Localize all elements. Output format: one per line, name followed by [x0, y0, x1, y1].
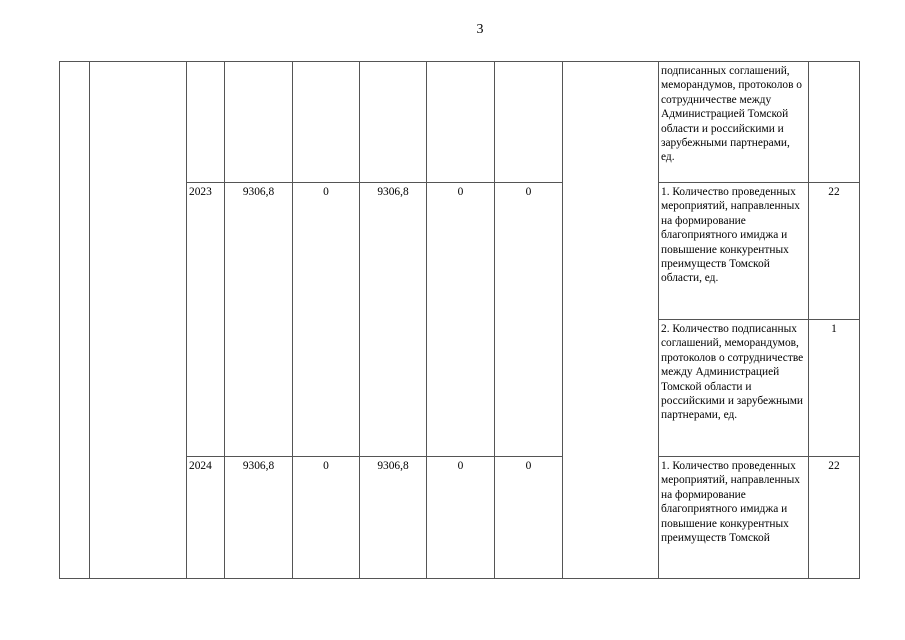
executor-cell	[563, 62, 659, 579]
federal-cell	[293, 62, 360, 183]
extrabudget-cell	[495, 62, 563, 183]
total-cell: 9306,8	[225, 183, 293, 457]
local-cell	[427, 62, 495, 183]
regional-cell	[360, 62, 427, 183]
event-name-cell	[90, 62, 187, 579]
local-cell: 0	[427, 457, 495, 579]
indicator-desc: 1. Количество проведенных мероприятий, направленных на формирование благоприятного имиджа и повышение конкурентных преимуществ Томской	[659, 457, 809, 579]
indicator-desc: 2. Количество подписанных соглашений, меморандумов, протоколов о сотрудничестве между Администрацией Томской области и российскими и зарубежными партнерами, ед.	[659, 320, 809, 457]
federal-cell: 0	[293, 183, 360, 457]
extrabudget-cell: 0	[495, 183, 563, 457]
indicator-desc: 1. Количество проведенных мероприятий, направленных на формирование благоприятного имиджа и повышение конкурентных преимуществ Томской области, ед.	[659, 183, 809, 320]
indicator-value	[809, 62, 860, 183]
page-number: 3	[476, 22, 484, 37]
indicator-desc: подписанных соглашений, меморандумов, протоколов о сотрудничестве между Администрацией Томской области и российскими и зарубежными партнерами, ед.	[659, 62, 809, 183]
indicator-value: 22	[809, 183, 860, 320]
indicator-value: 1	[809, 320, 860, 457]
year-cell	[187, 62, 225, 183]
indicator-value: 22	[809, 457, 860, 579]
regional-cell: 9306,8	[360, 457, 427, 579]
number-cell	[60, 62, 90, 579]
table-row	[60, 62, 860, 183]
total-cell: 9306,8	[225, 457, 293, 579]
total-cell	[225, 62, 293, 183]
budget-table	[59, 61, 860, 579]
federal-cell: 0	[293, 457, 360, 579]
year-cell: 2024	[187, 457, 225, 579]
year-cell: 2023	[187, 183, 225, 457]
local-cell: 0	[427, 183, 495, 457]
regional-cell: 9306,8	[360, 183, 427, 457]
extrabudget-cell: 0	[495, 457, 563, 579]
